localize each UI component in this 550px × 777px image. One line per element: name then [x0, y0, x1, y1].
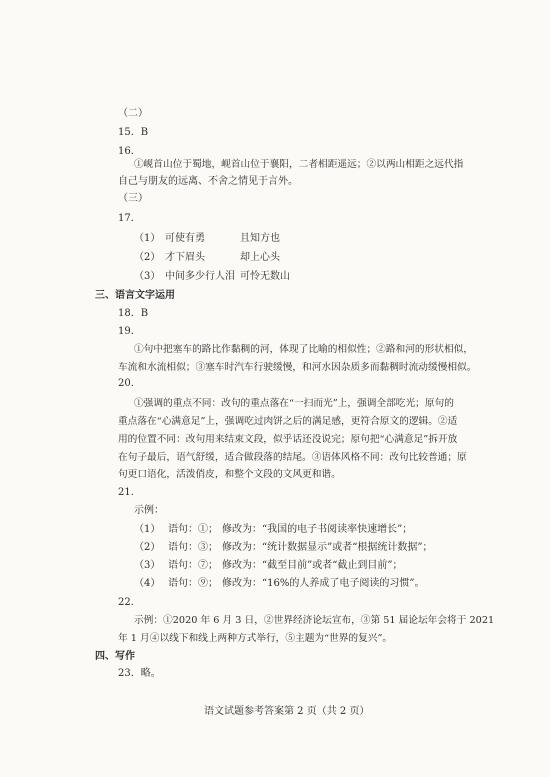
question-21-item-1-fix: 修改为：“我国的电子书阅读率快速增长”； [222, 524, 413, 535]
question-21-item-4-number: （4） [134, 578, 161, 589]
question-17-item-2-number: （2） [134, 252, 161, 263]
question-17-item-1-second: 且知方也 [240, 233, 280, 244]
question-20-answer-line-5: 句更口语化，活泼俏皮，和整个文段的文风更和谐。 [118, 469, 341, 480]
question-22-answer-line-2: 年 1 月④以线下和线上两种方式举行，⑤主题为“世界的复兴”。 [118, 633, 393, 644]
subsection-2-label: （二） [118, 108, 148, 119]
question-18-answer: 18．B [118, 308, 149, 319]
subsection-3-label: （三） [118, 193, 148, 204]
question-21-item-3-fix: 修改为：“截至目前”或者“截止到目前”； [222, 560, 403, 571]
question-17-item-3-number: （3） [134, 271, 161, 282]
question-19-answer-line-1: ①句中把塞车的路比作黏稠的河，体现了比喻的相似性；②路和河的形状相似， [134, 344, 474, 355]
question-20-answer-line-4: 在句子最后，语气舒缓，适合做段落的结尾。③语体风格不同：改句比较普通；原 [118, 452, 467, 463]
part-4-heading: 四、写作 [95, 651, 135, 662]
question-17-item-1-number: （1） [134, 233, 161, 244]
question-17-item-3-first: 中间多少行人泪 [165, 271, 235, 282]
question-19-answer-line-2: 车流和水流相似；③塞车时汽车行驶缓慢，和河水因杂质多而黏稠时流动缓慢相似。 [118, 362, 477, 373]
question-21-item-4-sentence: 语句：⑨； [168, 578, 218, 589]
question-20-answer-line-3: 用的位置不同：改句用来结束文段，似乎话还没说完；原句把“心满意足”拆开放 [118, 434, 458, 445]
question-21-number: 21． [118, 487, 141, 498]
question-21-item-3-number: （3） [134, 560, 161, 571]
page-footer: 语文试题参考答案第 2 页（共 2 页） [204, 706, 370, 717]
question-19-number: 19． [118, 326, 141, 337]
question-17-item-2-second: 却上心头 [240, 252, 280, 263]
question-16-answer-line-1: ①岘首山位于蜀地，岘首山位于襄阳，二者相距遥远；②以两山相距之远代指 [134, 159, 464, 170]
question-21-item-2-fix: 修改为：“统计数据显示”或者“根据统计数据”； [222, 542, 433, 553]
question-21-item-2-sentence: 语句：③； [168, 542, 218, 553]
question-17-item-2-first: 才下眉头 [165, 252, 205, 263]
question-21-item-2-number: （2） [134, 542, 161, 553]
question-16-answer-line-2: 自己与朋友的远离、不舍之情见于言外。 [118, 176, 298, 187]
question-16-number: 16． [118, 146, 141, 157]
question-22-answer-line-1: 示例：①2020 年 6 月 3 日，②世界经济论坛宣布，③第 51 届论坛年会将于 2021 [134, 615, 495, 626]
question-17-item-1-first: 可使有勇 [165, 233, 205, 244]
question-21-example-label: 示例： [134, 505, 164, 516]
part-3-heading: 三、语言文字运用 [95, 290, 175, 301]
question-21-item-4-fix: 修改为：“16%的人养成了电子阅读的习惯”。 [222, 578, 425, 589]
question-21-item-3-sentence: 语句：⑦； [168, 560, 218, 571]
question-17-number: 17． [118, 213, 141, 224]
question-20-answer-line-1: ①强调的重点不同：改句的重点落在“一扫而光”上，强调全部吃光；原句的 [134, 398, 454, 409]
question-23-answer: 23．略。 [118, 668, 161, 679]
question-22-number: 22． [118, 597, 141, 608]
question-20-number: 20． [118, 378, 141, 389]
question-15-answer: 15．B [118, 127, 149, 138]
question-20-answer-line-2: 重点落在“心满意足”上，强调吃过肉饼之后的满足感，更符合原文的逻辑。②适 [118, 416, 458, 427]
question-17-item-3-second: 可怜无数山 [240, 271, 290, 282]
question-21-item-1-sentence: 语句：①； [168, 524, 218, 535]
question-21-item-1-number: （1） [134, 524, 161, 535]
